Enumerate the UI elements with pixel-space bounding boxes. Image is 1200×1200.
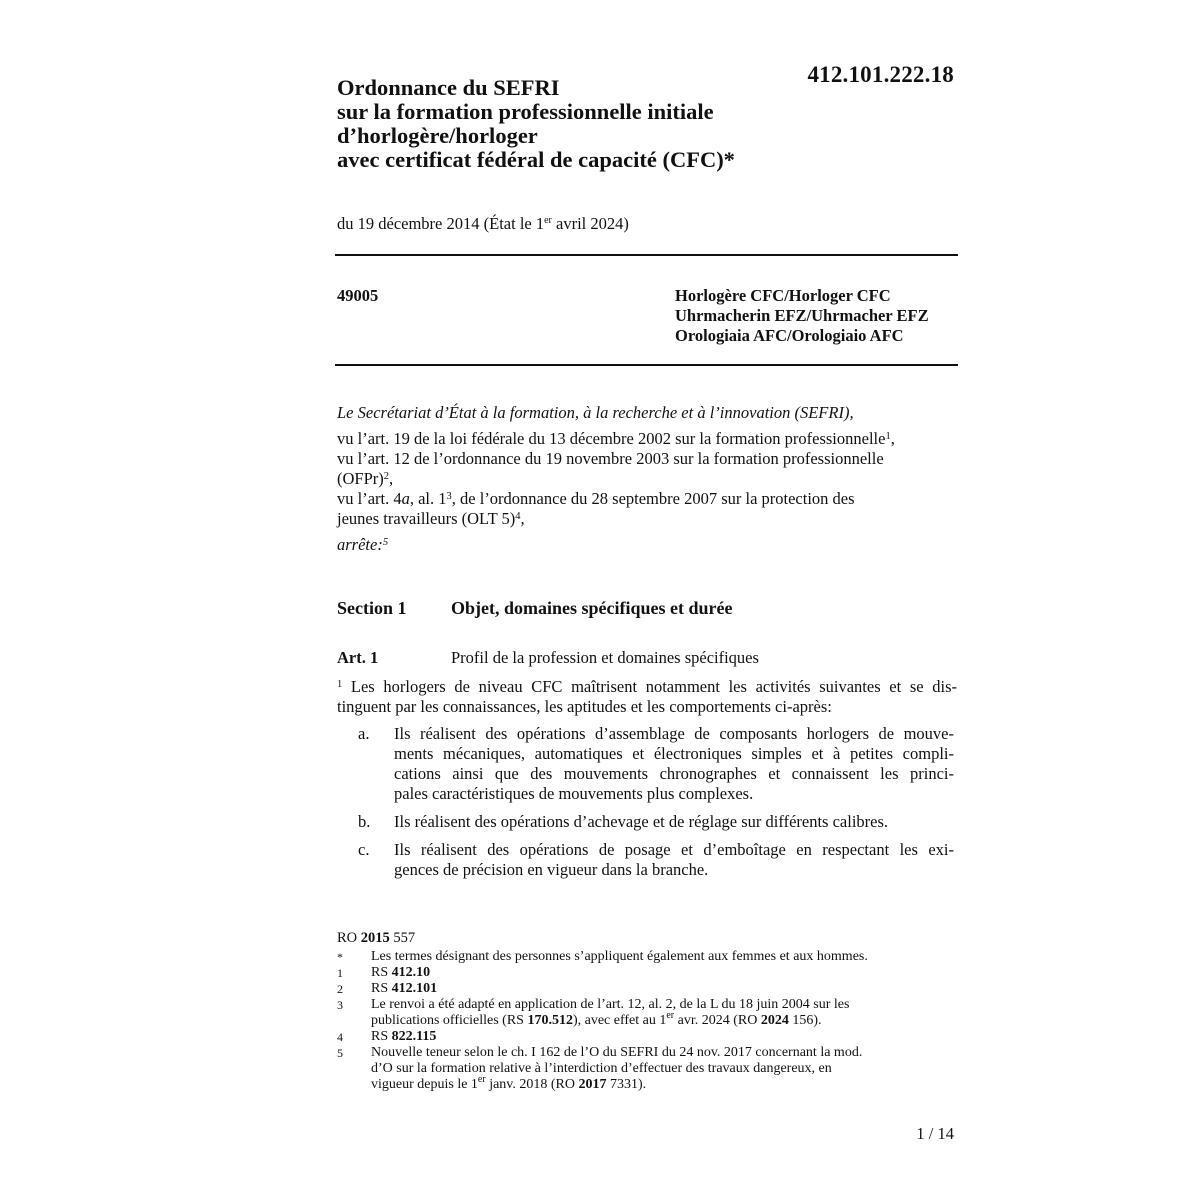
section-label: Section 1: [337, 598, 407, 618]
footnote-mark: *: [337, 950, 343, 964]
item-text: [394, 724, 954, 804]
consideration-text: vu l’art. 4: [337, 489, 402, 508]
divider-bottom: [335, 364, 958, 366]
page-number: 1 / 14: [916, 1124, 954, 1143]
consideration-2-line-1: vu l’art. 12 de l’ordonnance du 19 novembre 2003 sur la formation professionnelle: [337, 449, 884, 468]
footnote-text: [371, 1029, 957, 1045]
footnote-text: Les termes désignant des personnes s’appliquent également aux femmes et aux hommes.: [371, 949, 868, 964]
text: 7331).: [606, 1077, 647, 1092]
footnote-text: [371, 1074, 957, 1093]
rs-link[interactable]: 822.115: [391, 1029, 437, 1044]
superscript: er: [477, 1074, 486, 1085]
footnote-mark: 3: [337, 998, 343, 1012]
profession-number: 49005: [337, 286, 379, 305]
footnote-4: [337, 1029, 957, 1045]
rs-link[interactable]: 412.101: [391, 981, 438, 996]
footnote-5: [337, 1045, 957, 1093]
footnote-text: [371, 1010, 957, 1029]
footnote-text: Le renvoi a été adapté en application de l’art. 12, al. 2, de la L du 18 juin 2004 sur les: [371, 997, 850, 1012]
consideration-2-line-2: [337, 469, 957, 489]
consideration-text: (OFPr): [337, 469, 384, 488]
footnote-ref-1[interactable]: 1: [885, 431, 891, 442]
section-heading: [337, 598, 733, 619]
date-suffix: avril 2024): [551, 214, 629, 233]
profession-designations: [675, 286, 929, 346]
footnote-ref-3[interactable]: 3: [446, 491, 452, 502]
title-line: avec certificat fédéral de capacité (CFC)*: [337, 147, 735, 172]
section-title: Objet, domaines spécifiques et durée: [451, 598, 733, 618]
footnote-text: [371, 965, 957, 981]
rs-prefix: RS: [371, 981, 392, 996]
footnote-mark: 4: [337, 1030, 343, 1044]
ro-prefix: RO: [337, 930, 361, 946]
footnote-text: [371, 981, 957, 997]
rs-prefix: RS: [371, 965, 392, 980]
item-line: pales caractéristiques de mouvements plus complexes.: [394, 784, 754, 803]
punctuation: ,: [389, 469, 394, 488]
paragraph-text: Les horlogers de niveau CFC maîtrisent notamment les activités suivantes et se dis-: [342, 677, 957, 696]
consideration-text: vu l’art. 19 de la loi fédérale du 13 décembre 2002 sur la formation professionnelle: [337, 429, 886, 448]
item-line: Ils réalisent des opérations de posage et d’emboîtage en respectant les exi-: [394, 840, 954, 859]
item-line: Ils réalisent des opérations d’assemblage de composants horlogers de mouve-: [394, 724, 954, 743]
ro-year: 2015: [360, 930, 390, 946]
consideration-text: , al. 1: [409, 489, 447, 508]
ordinance-date: [337, 214, 629, 234]
title-line: Ordonnance du SEFRI: [337, 75, 560, 100]
text: publications officielles (RS: [371, 1013, 528, 1028]
consideration-text: , de l’ordonnance du 28 septembre 2007 sur la protection des: [451, 489, 855, 508]
consideration-3-line-2: [337, 509, 957, 529]
punctuation: ,: [520, 509, 525, 528]
list-item: [337, 840, 957, 880]
paragraph-number: 1: [337, 679, 343, 690]
punctuation: ,: [890, 429, 895, 448]
list-item: [337, 724, 957, 804]
footnote-1: [337, 965, 957, 981]
decree-text: arrête:: [337, 535, 383, 554]
rs-prefix: RS: [371, 1029, 392, 1044]
preamble-issuer: Le Secrétariat d’État à la formation, à la recherche et à l’innovation (SEFRI),: [337, 403, 854, 422]
date-superscript: er: [544, 215, 552, 226]
ro-page: 557: [389, 930, 416, 946]
item-line: gences de précision en vigueur dans la branche.: [394, 860, 709, 879]
document-page: [337, 0, 957, 1200]
footnote-3: [337, 997, 957, 1029]
article-title: Profil de la profession et domaines spécifiques: [451, 648, 759, 667]
text: vigueur depuis le 1: [371, 1077, 478, 1092]
article-heading: [337, 648, 759, 668]
footnote-2: [337, 981, 957, 997]
rs-link[interactable]: 412.10: [391, 965, 431, 980]
text: avr. 2024 (RO: [674, 1013, 761, 1028]
footnotes: [337, 949, 957, 1093]
article-label: Art. 1: [337, 648, 379, 667]
footnote-mark: 2: [337, 982, 343, 996]
preamble: [337, 403, 957, 561]
footnote-text: Nouvelle teneur selon le ch. I 162 de l’O du SEFRI du 24 nov. 2017 concernant la mod.: [371, 1045, 863, 1060]
paragraph-line: tinguent par les connaissances, les aptitudes et les comportements ci-après:: [337, 697, 832, 716]
footnote-mark: 1: [337, 966, 343, 980]
official-compilation-ref: [337, 930, 415, 947]
date-prefix: du 19 décembre 2014 (État le 1: [337, 214, 545, 233]
title-line: sur la formation professionnelle initiale: [337, 99, 714, 124]
ro-link[interactable]: 2017: [578, 1077, 607, 1092]
item-line: ments mécaniques, automatiques et électroniques simples et à petites compli-: [394, 744, 954, 763]
footnote-star: [337, 949, 957, 965]
rs-link[interactable]: 170.512: [527, 1013, 573, 1028]
footnote-ref-2[interactable]: 2: [383, 471, 390, 482]
title-line: d’horlogère/horloger: [337, 123, 538, 148]
preamble-decree: [337, 535, 957, 555]
designation-line: Horlogère CFC/Horloger CFC: [675, 286, 891, 305]
preamble-considerations: [337, 429, 957, 529]
footnote-text: d’O sur la formation relative à l’interdiction d’effectuer des travaux dangereux, en: [371, 1061, 832, 1076]
item-line: Ils réalisent des opérations d’achevage et de réglage sur différents calibres.: [394, 812, 889, 831]
ordinance-title: [337, 76, 807, 172]
footnote-ref-5[interactable]: 5: [382, 537, 389, 548]
designation-line: Orologiaia AFC/Orologiaio AFC: [675, 326, 904, 345]
list-item: [337, 812, 957, 832]
text: ), avec effet au 1: [572, 1013, 667, 1028]
article-paragraph: [337, 677, 957, 717]
item-line: cations ainsi que des mouvements chronographes et connaissent les princi-: [394, 764, 954, 783]
text: janv. 2018 (RO: [485, 1077, 579, 1092]
text: 156).: [788, 1013, 822, 1028]
divider-top: [335, 254, 958, 256]
article-item-list: [337, 724, 957, 888]
paragraph-line: [337, 677, 957, 697]
item-letter: a.: [358, 724, 370, 743]
designation-line: Uhrmacherin EFZ/Uhrmacher EFZ: [675, 306, 929, 325]
superscript: er: [666, 1010, 675, 1021]
item-text: [394, 840, 954, 880]
consideration-1: [337, 429, 957, 449]
consideration-3-line-1: [337, 489, 957, 509]
consideration-text: jeunes travailleurs (OLT 5): [337, 509, 516, 528]
consideration-italic: a: [401, 489, 410, 508]
item-letter: b.: [358, 812, 371, 831]
footnote-mark: 5: [337, 1046, 343, 1060]
footnote-ref-4[interactable]: 4: [515, 511, 521, 522]
sr-number: 412.101.222.18: [807, 62, 954, 87]
ro-link[interactable]: 2024: [760, 1013, 789, 1028]
item-letter: c.: [358, 840, 370, 859]
item-text: [394, 812, 954, 832]
